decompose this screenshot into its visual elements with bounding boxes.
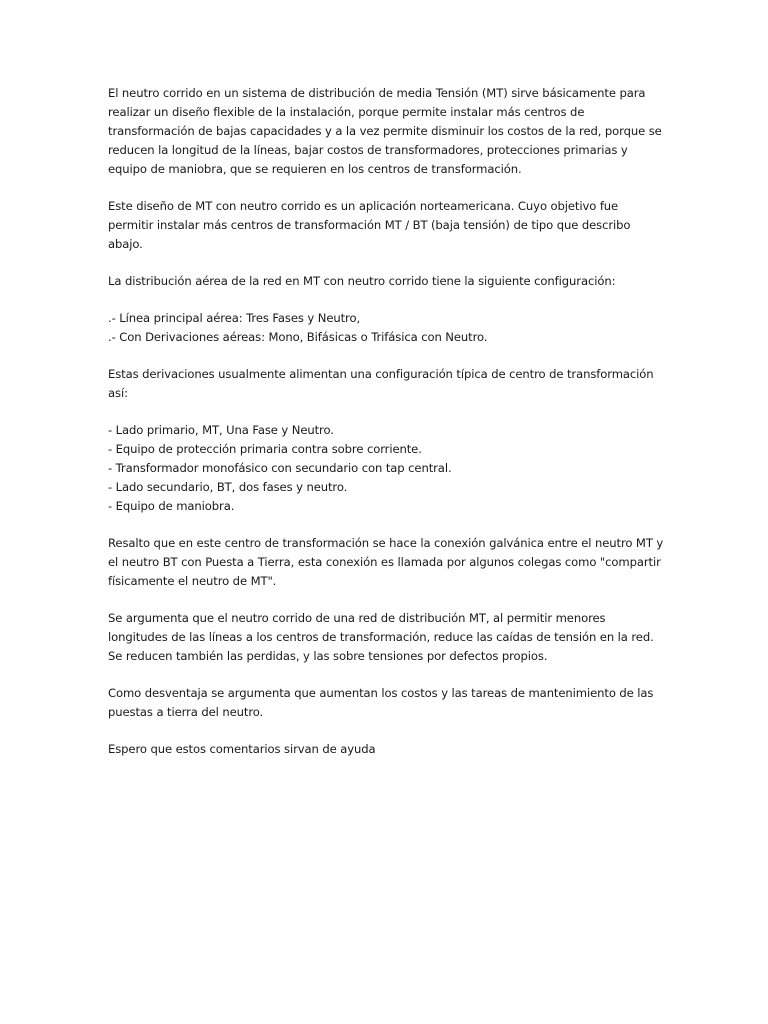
list-item: - Equipo de maniobra. <box>108 499 235 513</box>
list-item: - Equipo de protección primaria contra sobre corriente. <box>108 442 422 456</box>
configuration-list <box>108 309 664 347</box>
paragraph-design-origin: Este diseño de MT con neutro corrido es un aplicación norteamericana. Cuyo objetivo fue permitir instalar más centros de transformación MT / BT (baja tensión) de tipo que describo abajo. <box>108 199 631 251</box>
list-item: .- Línea principal aérea: Tres Fases y Neutro, <box>108 311 361 325</box>
transformation-center-list <box>108 421 664 516</box>
paragraph-derivations: Estas derivaciones usualmente alimentan una configuración típica de centro de transformación así: <box>108 367 654 400</box>
paragraph-galvanic-connection: Resalto que en este centro de transformación se hace la conexión galvánica entre el neutro MT y el neutro BT con Puesta a Tierra, esta conexión es llamada por algunos colegas como "compartir físicamente el neutro de MT". <box>108 536 664 588</box>
list-item: .- Con Derivaciones aéreas: Mono, Bifásicas o Trifásica con Neutro. <box>108 330 488 344</box>
paragraph-disadvantages: Como desventaja se argumenta que aumentan los costos y las tareas de mantenimiento de las puestas a tierra del neutro. <box>108 686 654 719</box>
document-body <box>108 84 664 777</box>
paragraph-intro: El neutro corrido en un sistema de distribución de media Tensión (MT) sirve básicamente para realizar un diseño flexible de la instalación, porque permite instalar más centros de transformación de bajas capacidades y a la vez permite disminuir los costos de la red, porque se reducen la longitud de la líneas, bajar costos de transformadores, protecciones primarias y equipo de maniobra, que se requieren en los centros de transformación. <box>108 86 662 176</box>
paragraph-configuration-intro: La distribución aérea de la red en MT con neutro corrido tiene la siguiente configuración: <box>108 274 616 288</box>
paragraph-closing: Espero que estos comentarios sirvan de ayuda <box>108 742 376 756</box>
list-item: - Lado primario, MT, Una Fase y Neutro. <box>108 423 334 437</box>
paragraph-advantages: Se argumenta que el neutro corrido de una red de distribución MT, al permitir menores longitudes de las líneas a los centros de transformación, reduce las caídas de tensión en la red. Se reducen también las perdidas, y las sobre tensiones por defectos propios. <box>108 611 654 663</box>
list-item: - Lado secundario, BT, dos fases y neutro. <box>108 480 348 494</box>
list-item: - Transformador monofásico con secundario con tap central. <box>108 461 452 475</box>
